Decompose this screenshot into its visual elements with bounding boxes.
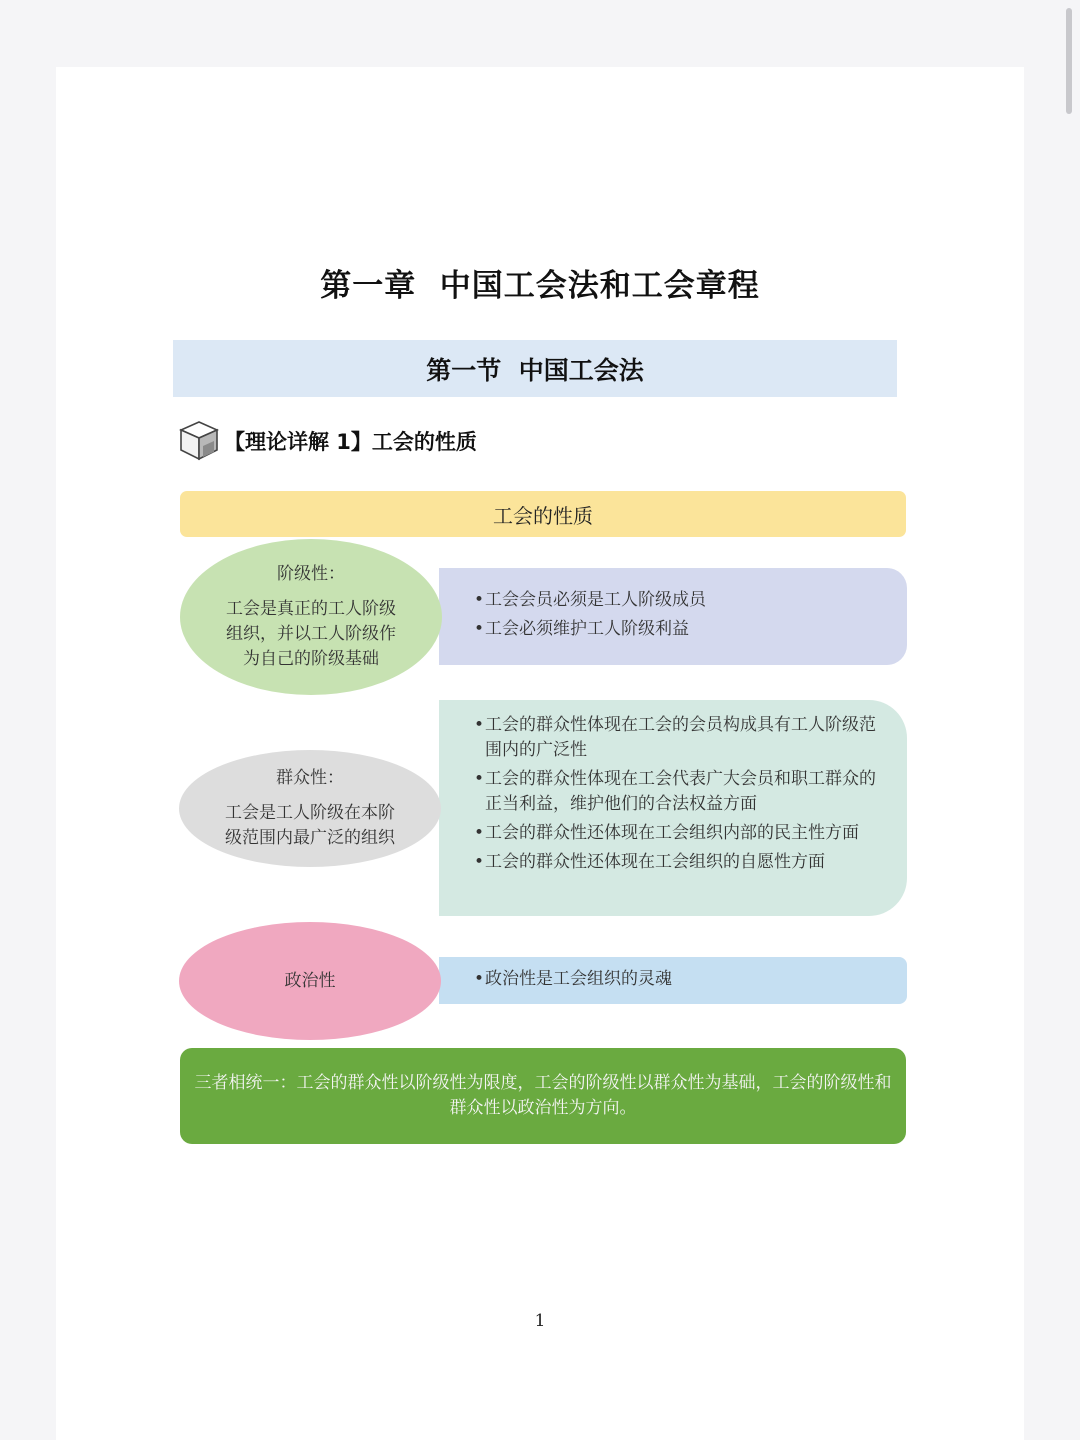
class-nature-title: 阶级性：	[277, 564, 345, 584]
scrollbar[interactable]	[1066, 8, 1072, 114]
political-nature-points	[439, 957, 907, 1004]
mass-point: • 工会的群众性体现在工会代表广大会员和职工群众的正当利益，维护他们的合法权益方面	[474, 767, 887, 817]
mass-nature-ellipse	[179, 750, 441, 867]
cube-icon	[178, 419, 220, 463]
diagram-header: 工会的性质	[180, 491, 906, 537]
class-nature-description: 工会是真正的工人阶级组织，并以工人阶级作为自己的阶级基础	[226, 599, 396, 669]
class-nature-points	[439, 568, 907, 665]
mass-point: • 工会的群众性还体现在工会组织的自愿性方面	[474, 850, 887, 875]
class-point: • 工会会员必须是工人阶级成员	[474, 588, 887, 613]
mass-point: • 工会的群众性体现在工会的会员构成具有工人阶级范围内的广泛性	[474, 713, 887, 763]
political-nature-title: 政治性	[284, 970, 336, 991]
theory-heading-row	[178, 419, 477, 463]
mass-nature-title: 群众性：	[276, 768, 344, 788]
chapter-title: 第一章 中国工会法和工会章程	[320, 268, 760, 304]
document-page	[56, 67, 1024, 1440]
mass-point: • 工会的群众性还体现在工会组织内部的民主性方面	[474, 821, 887, 846]
mass-nature-points	[439, 700, 907, 916]
class-point: • 工会必须维护工人阶级利益	[474, 617, 887, 642]
political-nature-ellipse	[179, 922, 441, 1040]
summary-text: 三者相统一：工会的群众性以阶级性为限度，工会的阶级性以群众性为基础，工会的阶级性和群众性以政治性为方向。	[194, 1073, 892, 1118]
mass-nature-description: 工会是工人阶级在本阶级范围内最广泛的组织	[225, 803, 395, 848]
political-point: • 政治性是工会组织的灵魂	[474, 967, 887, 992]
class-nature-ellipse	[180, 539, 442, 695]
summary-box	[180, 1048, 906, 1144]
section-title: 第一节 中国工会法	[173, 340, 897, 397]
page-number: 1	[534, 1311, 546, 1331]
theory-heading: 【理论详解 1】工会的性质	[224, 430, 477, 454]
